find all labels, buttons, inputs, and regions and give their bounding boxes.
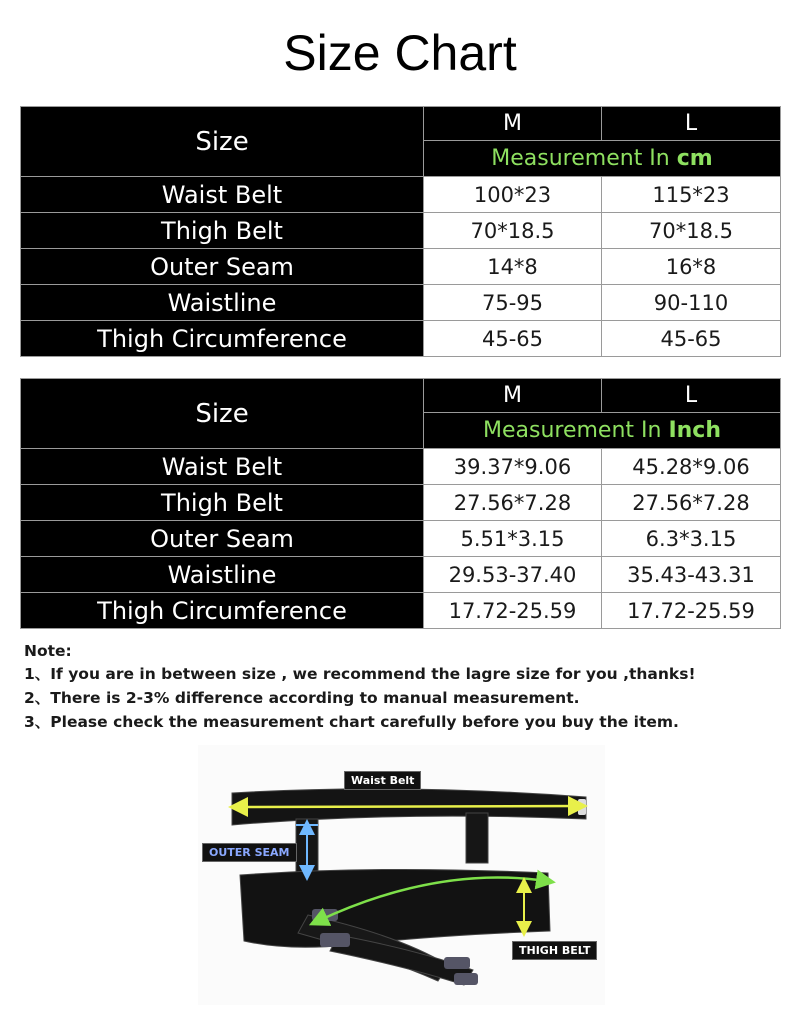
column-l-header: L <box>602 107 781 141</box>
size-table-inch <box>20 378 781 629</box>
row-label: Thigh Circumference <box>21 321 424 357</box>
table-row <box>21 321 781 357</box>
cell-l: 17.72-25.59 <box>602 593 781 629</box>
cell-l: 90-110 <box>602 285 781 321</box>
table-row <box>21 557 781 593</box>
table-row <box>21 285 781 321</box>
note-item: 3、Please check the measurement chart carefully before you buy the item. <box>24 713 679 731</box>
cell-l: 45-65 <box>602 321 781 357</box>
outer-seam-tag: OUTER SEAM <box>202 843 297 862</box>
measurement-unit-header: Measurement In Inch <box>424 413 781 449</box>
cell-m: 75-95 <box>424 285 602 321</box>
table-row <box>21 249 781 285</box>
size-header: Size <box>21 379 424 449</box>
cell-l: 35.43-43.31 <box>602 557 781 593</box>
table-row <box>21 485 781 521</box>
table-row <box>21 177 781 213</box>
cell-l: 115*23 <box>602 177 781 213</box>
page-title: Size Chart <box>283 25 517 81</box>
row-label: Outer Seam <box>21 521 424 557</box>
note-item: 1、If you are in between size , we recommend the lagre size for you ,thanks! <box>24 665 696 683</box>
cell-m: 17.72-25.59 <box>424 593 602 629</box>
column-m-header: M <box>424 107 602 141</box>
size-header: Size <box>21 107 424 177</box>
table-row <box>21 593 781 629</box>
table-row <box>21 213 781 249</box>
row-label: Waistline <box>21 285 424 321</box>
cell-m: 39.37*9.06 <box>424 449 602 485</box>
cell-m: 45-65 <box>424 321 602 357</box>
notes-section <box>24 640 784 734</box>
cell-l: 45.28*9.06 <box>602 449 781 485</box>
row-label: Thigh Belt <box>21 213 424 249</box>
row-label: Waistline <box>21 557 424 593</box>
cell-l: 6.3*3.15 <box>602 521 781 557</box>
product-diagram <box>198 745 605 1005</box>
cell-l: 27.56*7.28 <box>602 485 781 521</box>
table-row <box>21 449 781 485</box>
note-item: 2、There is 2-3% difference according to manual measurement. <box>24 689 580 707</box>
thigh-belt-shape <box>240 869 550 947</box>
cell-l: 70*18.5 <box>602 213 781 249</box>
measurement-unit-header: Measurement In cm <box>424 141 781 177</box>
row-label: Outer Seam <box>21 249 424 285</box>
cell-m: 27.56*7.28 <box>424 485 602 521</box>
column-l-header: L <box>602 379 781 413</box>
row-label: Thigh Circumference <box>21 593 424 629</box>
waist-arrow <box>238 806 578 807</box>
row-label: Thigh Belt <box>21 485 424 521</box>
cell-m: 100*23 <box>424 177 602 213</box>
cell-m: 70*18.5 <box>424 213 602 249</box>
notes-title: Note: <box>24 642 72 660</box>
thigh-belt-tag: THIGH BELT <box>512 941 597 960</box>
cell-m: 5.51*3.15 <box>424 521 602 557</box>
row-label: Waist Belt <box>21 177 424 213</box>
table-row <box>21 521 781 557</box>
row-label: Waist Belt <box>21 449 424 485</box>
cell-m: 14*8 <box>424 249 602 285</box>
cell-l: 16*8 <box>602 249 781 285</box>
column-m-header: M <box>424 379 602 413</box>
size-table-cm <box>20 106 781 357</box>
cell-m: 29.53-37.40 <box>424 557 602 593</box>
waist-belt-tag: Waist Belt <box>344 771 421 790</box>
